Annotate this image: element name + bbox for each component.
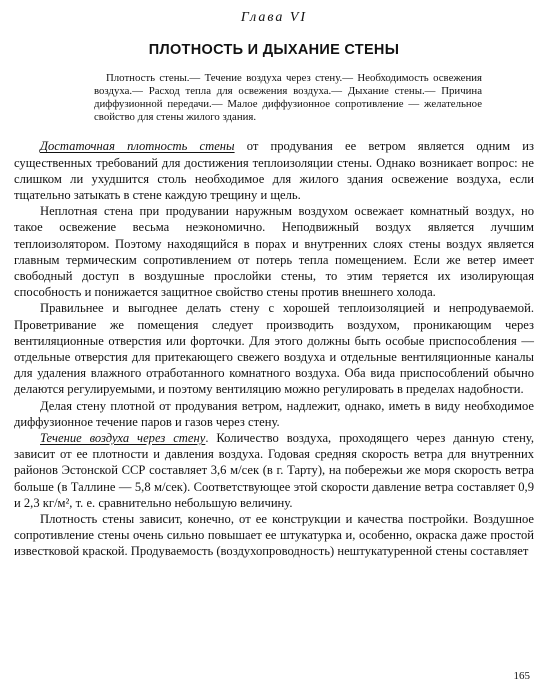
paragraph-5 bbox=[14, 430, 534, 511]
paragraph-4: Делая стену плотной от продувания ветром, надлежит, однако, иметь в виду необходимое диффузионное течение паров и газов через стену. bbox=[14, 398, 534, 429]
body-text bbox=[14, 138, 534, 559]
paragraph-3: Правильнее и выгоднее делать стену с хорошей теплоизоляцией и непродуваемой. Проветривание же помещения следует производить воздухом, проникающим через вентиляционные отверстия или форточки. Для этого должны быть особые приспособления — отдельные отверстия для притекающего свежего воздуха и отдельные вентиляционные каналы для удаления влажного отработанного комнатного воздуха. Оба вида приспособлений обычно делаются регулируемыми, и поэтому вентиляцию можно регулировать в пределах надобности. bbox=[14, 301, 534, 397]
chapter-heading: Глава VI bbox=[240, 10, 308, 25]
paragraph-1-text: от продувания ее ветром является одним из существенных требований для достижения теплоизоляции стены. Однако возникает вопрос: не слишком ли ухудшится столь необходимое для жилого здания освежение воздуха, если тщательно затыкать в стене каждую трещину и щель. bbox=[14, 139, 534, 202]
paragraph-1 bbox=[14, 138, 534, 203]
term-wall-density: Достаточная плотность стены bbox=[40, 139, 235, 154]
term-air-flow: Течение воздуха через стену bbox=[40, 431, 206, 446]
paragraph-6: Плотность стены зависит, конечно, от ее конструкции и качества постройки. Воздушное сопротивление стены очень сильно повышает ее штукатурка и, особенно, окраска даже простой известковой краской. Продуваемость (воздухопроводность) нештукатуренной стены составляет bbox=[14, 512, 534, 559]
chapter-summary: Плотность стены.— Течение воздуха через стену.— Необходимость освежения воздуха.— Расход тепла для освежения воздуха.— Дыхание стены.— Причина диффузионной передачи.— Малое диффузионное сопротивление — желательное свойство для стены жилого здания. bbox=[94, 72, 482, 124]
paragraph-2: Неплотная стена при продувании наружным воздухом освежает комнатный воздух, но такое освежение весьма неэкономично. Неподвижный воздух является лучшим теплоизолятором. Поэтому находящийся в порах и внутренних слоях стены воздух является главным термическим сопротивлением от потерь тепла помещением. Если же ветер имеет свободный доступ в воздушные прослойки стены, то этим теряется их изолирующая способность и понижается защитное свойство стены против внешнего холода. bbox=[14, 204, 534, 300]
page-number: 165 bbox=[513, 670, 530, 682]
paragraph-5-text: . Количество воздуха, проходящего через данную стену, зависит от ее плотности и давления воздуха. Годовая средняя скорость ветра для внутренних районов Эстонской ССР составляет 3,6 м/сек (в г. Тарту), на побережьи же моря скорость ветра больше (в Таллине — 5,8 м/сек). Соответствующее этой скорости давление ветра составляет 0,9 и 2,3 кг/м², т. е. сравнительно небольшую величину. bbox=[14, 431, 534, 510]
chapter-title: ПЛОТНОСТЬ И ДЫХАНИЕ СТЕНЫ bbox=[148, 42, 400, 58]
